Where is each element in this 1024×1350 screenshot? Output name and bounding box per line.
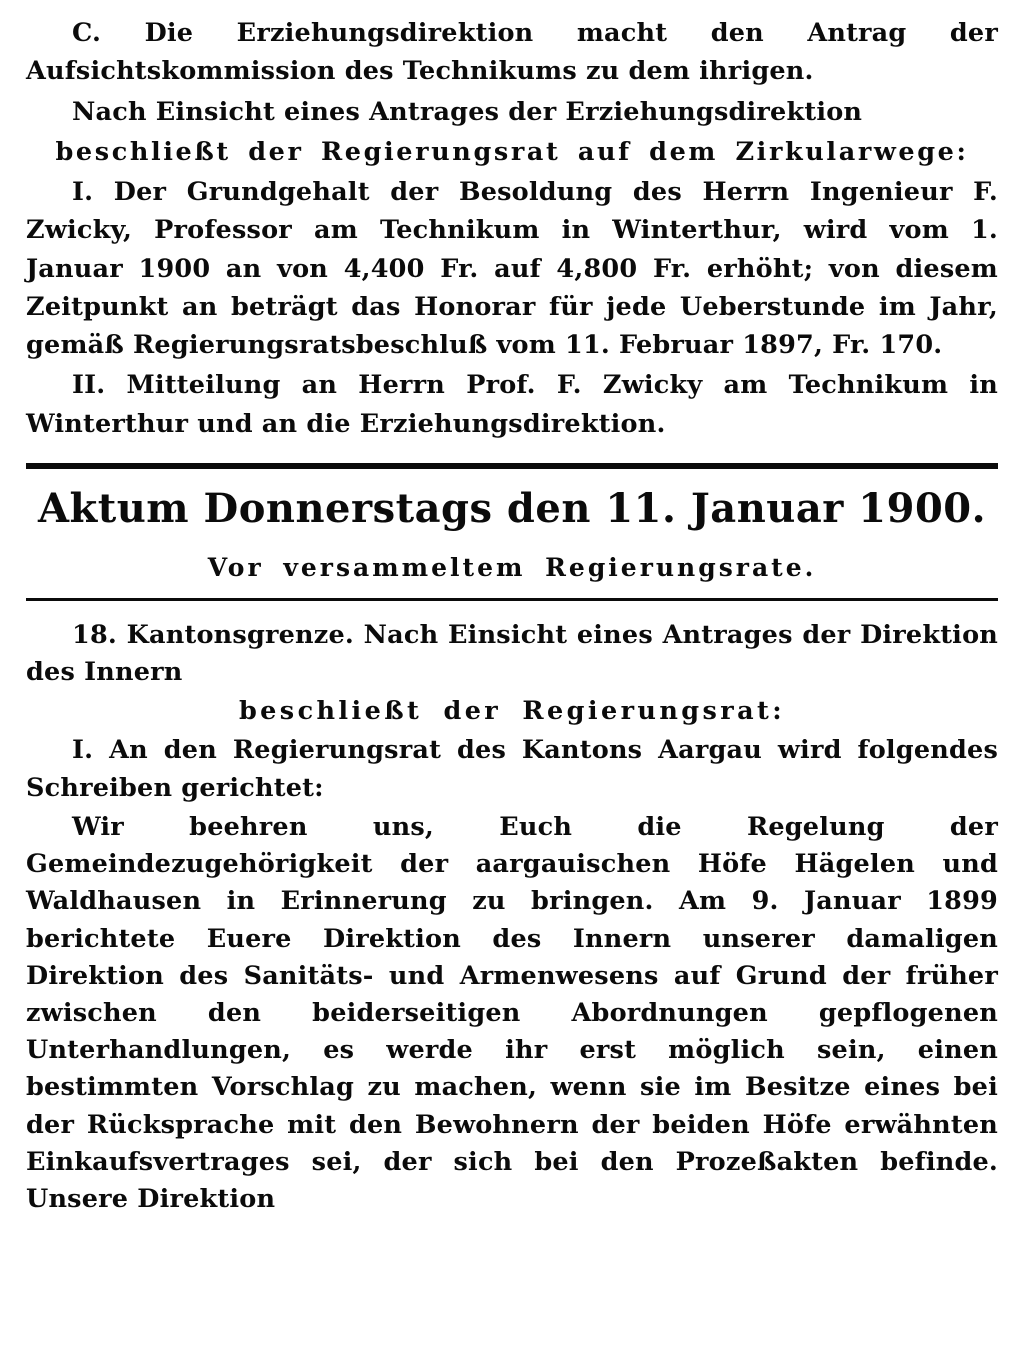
paragraph-c: C. Die Erziehungsdirektion macht den Antrag der Aufsichtskommission des Technikums zu dem ihrigen. (26, 18, 998, 87)
item-section (26, 617, 998, 1219)
paragraph-nach-einsicht: Nach Einsicht eines Antrages der Erziehungsdirektion (72, 96, 863, 127)
resolution-line-item: beschließt der Regierungsrat: (238, 696, 786, 727)
divider-thin (26, 598, 998, 601)
paragraph-i: I. Der Grundgehalt der Besoldung des Herrn Ingenieur F. Zwicky, Professor am Technikum in Winterthur, wird vom 1. Januar 1900 an von 4,400 Fr. auf 4,800 Fr. erhöht; von diesem Zeitpunkt an beträgt das Honorar für jede Ueberstunde im Jahr, gemäß Regierungsratsbeschluß vom 11. Februar 1897, Fr. 170. (26, 177, 998, 360)
item-lead-text: Nach Einsicht eines Antrages der Direktion des Innern (26, 619, 999, 687)
item-paragraph-i: I. An den Regierungsrat des Kantons Aargau wird folgendes Schreiben gerichtet: (26, 735, 998, 803)
item-heading: Kantonsgrenze. (126, 619, 354, 650)
item-opening-paragraph (26, 617, 998, 691)
session-title: Aktum Donnerstags den 11. Januar 1900. (37, 484, 987, 532)
session-subtitle: Vor versammeltem Regierungsrate. (207, 552, 817, 582)
top-section (26, 14, 998, 443)
resolution-line-top: beschließt der Regierungsrat auf dem Zirkularwege: (55, 136, 969, 167)
item-paragraph-letter: Wir beehren uns, Euch die Regelung der Gemeindezugehörigkeit der aargauischen Höfe Hägelen und Waldhausen in Erinnerung zu bringen. Am 9. Januar 1899 berichtete Euere Direktion des Innern unserer damaligen Direktion des Sanitäts- und Armenwesens auf Grund der früher zwischen den beiderseitigen Abordnungen gepflogenen Unterhandlungen, es werde ihr erst möglich sein, einen bestimmten Vorschlag zu machen, wenn sie im Besitze eines bei der Rücksprache mit den Bewohnern der beiden Höfe erwähnten Einkaufsvertrages sei, der sich bei den Prozeßakten befinde. Unsere Direktion (26, 811, 998, 1215)
item-number: 18. (72, 619, 117, 650)
divider-thick (26, 463, 998, 469)
paragraph-ii: II. Mitteilung an Herrn Prof. F. Zwicky am Technikum in Winterthur und an die Erziehungsdirektion. (26, 370, 998, 439)
